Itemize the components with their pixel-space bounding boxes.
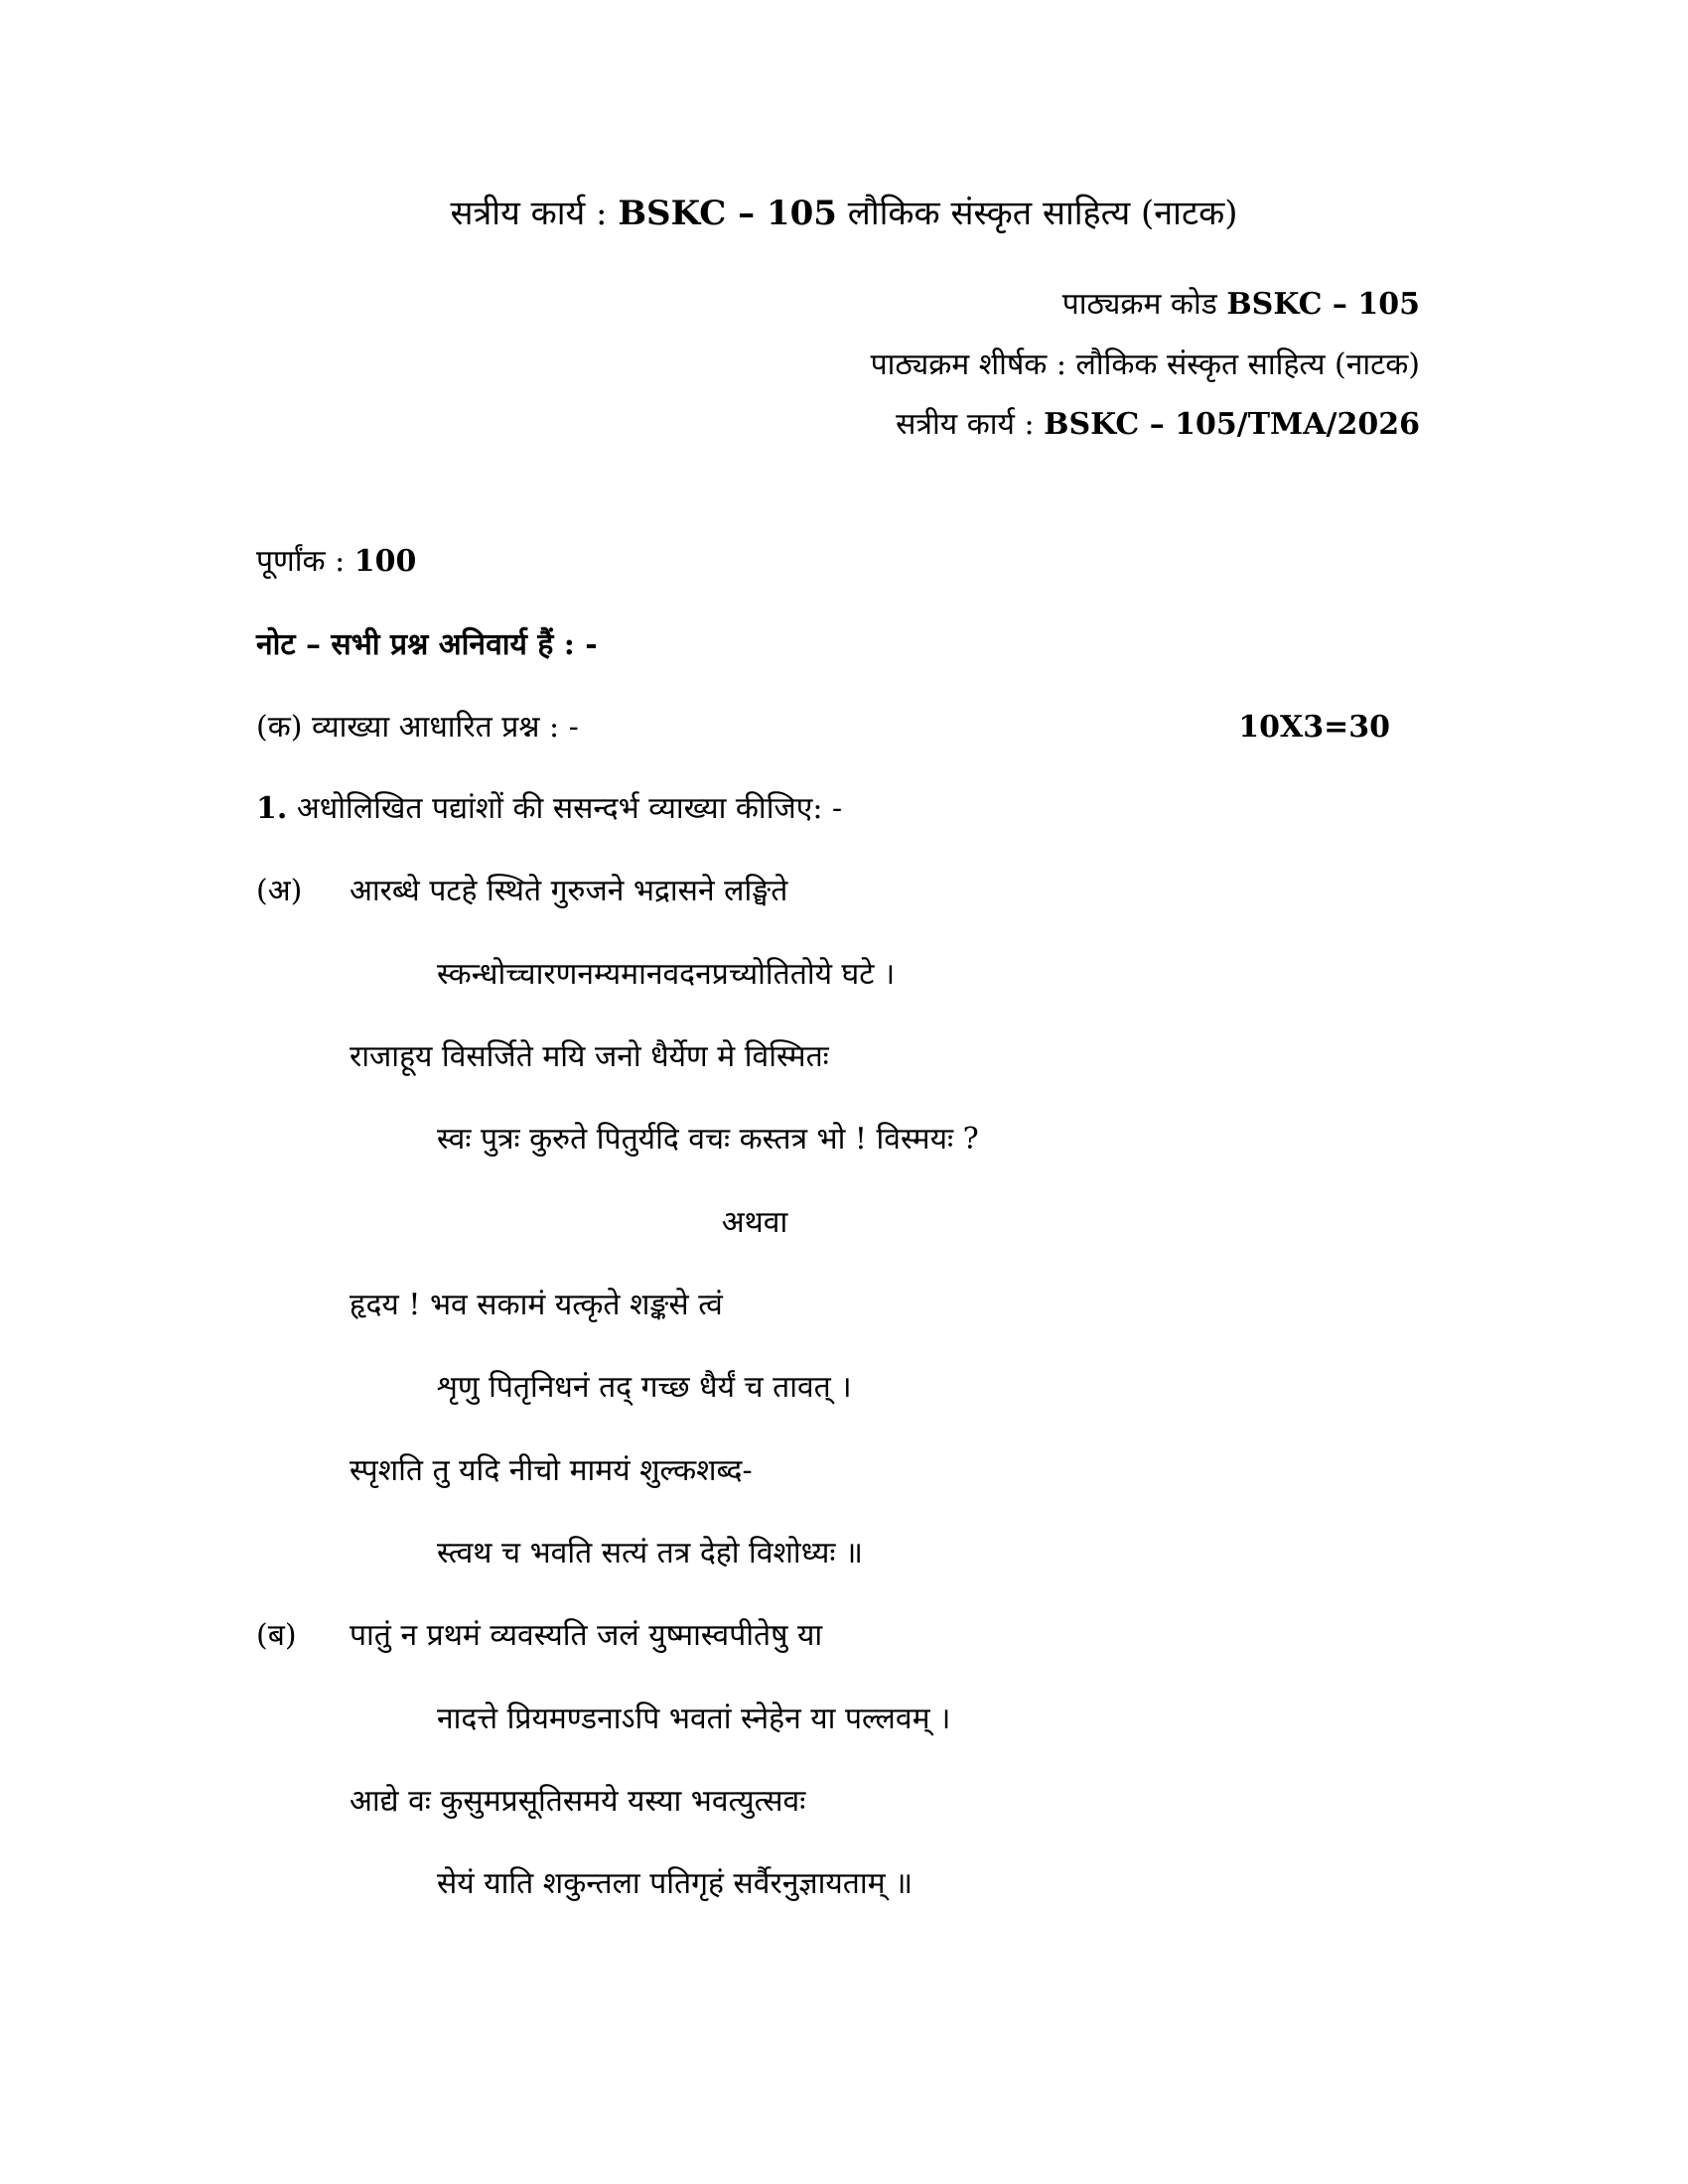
note: नोट – सभी प्रश्न अनिवार्य हैं : - — [256, 627, 598, 662]
course-code-line — [1062, 285, 1420, 325]
title-course-code: BSKC – 105 — [618, 194, 837, 233]
question-1 — [256, 789, 842, 829]
assignment-code-line — [896, 405, 1420, 445]
section-a-heading: (क) व्याख्या आधारित प्रश्न : - — [256, 710, 579, 745]
title-prefix: सत्रीय कार्य : — [450, 194, 619, 233]
max-marks-label: पूर्णांक : — [256, 544, 354, 579]
or-separator: अथवा — [721, 1205, 788, 1240]
verse-line: राजाहूय विसर्जिते मयि जनो धैर्येण मे विस्मितः — [350, 1039, 829, 1074]
question-1-text: अधोलिखित पद्यांशों की ससन्दर्भ व्याख्या कीजिए: - — [287, 791, 843, 826]
course-code-value: BSKC – 105 — [1226, 287, 1420, 322]
title-suffix: लौकिक संस्कृत साहित्य (नाटक) — [836, 194, 1238, 233]
verse-line: स्त्वथ च भवति सत्यं तत्र देहो विशोध्यः ॥ — [437, 1536, 863, 1570]
verse-line: शृणु पितृनिधनं तद् गच्छ धैर्यं च तावत् । — [437, 1370, 852, 1405]
question-1-number: 1. — [256, 791, 288, 826]
verse-line: सेयं याति शकुन्तला पतिगृहं सर्वैरनुज्ञायताम् ॥ — [437, 1866, 914, 1901]
course-title-line: पाठ्यक्रम शीर्षक : लौकिक संस्कृत साहित्य (नाटक) — [870, 347, 1420, 382]
section-a-marks: 10X3=30 — [1238, 710, 1390, 745]
assignment-label: सत्रीय कार्य : — [896, 407, 1045, 442]
verse-line: आद्ये वः कुसुमप्रसूतिसमये यस्या भवत्युत्सवः — [350, 1784, 806, 1819]
verse-line: नादत्ते प्रियमण्डनाऽपि भवतां स्नेहेन या पल्लवम् । — [437, 1702, 951, 1736]
page-title — [0, 192, 1688, 235]
verse-line: आरब्धे पटहे स्थिते गुरुजने भद्रासने लङ्घिते — [350, 874, 788, 908]
verse-line: स्कन्धोच्चारणनम्यमानवदनप्रच्योतितोये घटे । — [437, 957, 896, 992]
verse-line: स्पृशति तु यदि नीचो मामयं शुल्कशब्द- — [350, 1453, 753, 1488]
verse-line: पातुं न प्रथमं व्यवस्यति जलं युष्मास्वपीतेषु या — [350, 1618, 823, 1653]
verse-line: हृदय ! भव सकामं यत्कृते शङ्कसे त्वं — [350, 1288, 723, 1322]
max-marks-value: 100 — [353, 544, 417, 579]
part-a-label: (अ) — [256, 874, 303, 908]
assignment-value: BSKC – 105/TMA/2026 — [1044, 407, 1420, 442]
max-marks — [256, 542, 416, 582]
verse-line: स्वः पुत्रः कुरुते पितुर्यदि वचः कस्तत्र भो ! विस्मयः ? — [437, 1122, 979, 1157]
part-b-label: (ब) — [256, 1618, 297, 1653]
course-code-label: पाठ्यक्रम कोड — [1061, 287, 1227, 322]
